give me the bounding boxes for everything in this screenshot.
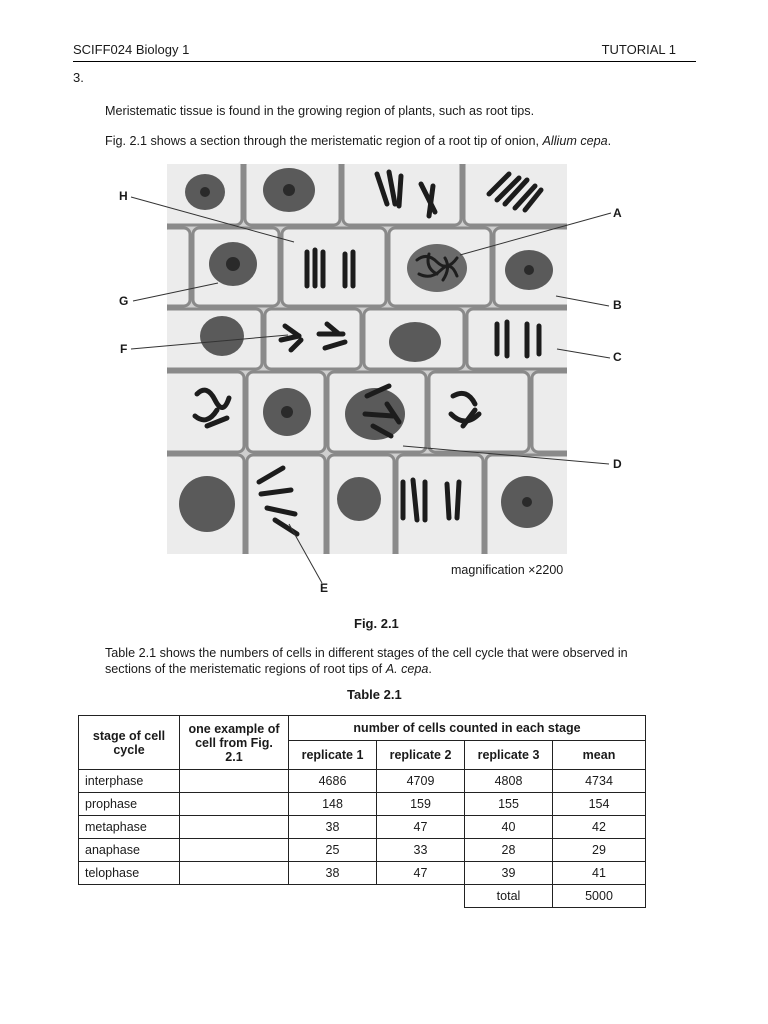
replicate-1-cell: 4686 (289, 770, 377, 793)
example-cell[interactable] (180, 839, 289, 862)
table-row (79, 770, 646, 793)
stage-cell: metaphase (79, 816, 180, 839)
replicate-1-cell: 38 (289, 816, 377, 839)
figure-label-b: B (613, 298, 622, 312)
intro-p2-suffix: . (607, 134, 612, 148)
table-row (79, 793, 646, 816)
replicate-3-cell: 28 (465, 839, 553, 862)
replicate-1-cell: 148 (289, 793, 377, 816)
root-tip-micrograph (167, 164, 567, 554)
figure-caption: Fig. 2.1 (354, 616, 399, 631)
mean-cell: 42 (553, 816, 646, 839)
stage-cell: anaphase (79, 839, 180, 862)
stage-cell: prophase (79, 793, 180, 816)
replicate-3-cell: 4808 (465, 770, 553, 793)
example-cell[interactable] (180, 793, 289, 816)
replicate-2-cell: 4709 (377, 770, 465, 793)
header-example: one example of cell from Fig. 2.1 (180, 716, 289, 770)
figure-label-a: A (613, 206, 622, 220)
replicate-1-cell: 25 (289, 839, 377, 862)
total-spacer (79, 885, 180, 908)
example-cell[interactable] (180, 770, 289, 793)
mean-cell: 154 (553, 793, 646, 816)
figure-label-c: C (613, 350, 622, 364)
header-count-group: number of cells counted in each stage (289, 716, 646, 741)
table-caption: Table 2.1 (347, 687, 402, 702)
total-value: 5000 (553, 885, 646, 908)
stage-cell: telophase (79, 862, 180, 885)
magnification-note: magnification ×2200 (451, 563, 564, 577)
header-tutorial: TUTORIAL 1 (601, 42, 676, 57)
replicate-2-cell: 47 (377, 862, 465, 885)
total-spacer (289, 885, 377, 908)
mean-cell: 29 (553, 839, 646, 862)
replicate-3-cell: 40 (465, 816, 553, 839)
header-replicate-3: replicate 3 (465, 741, 553, 770)
intro-paragraph-1: Meristematic tissue is found in the growing region of plants, such as root tips. (105, 104, 535, 118)
replicate-2-cell: 47 (377, 816, 465, 839)
total-label: total (465, 885, 553, 908)
mean-cell: 4734 (553, 770, 646, 793)
figure-label-d: D (613, 457, 622, 471)
replicate-3-cell: 39 (465, 862, 553, 885)
replicate-3-cell: 155 (465, 793, 553, 816)
table-intro-paragraph (105, 645, 675, 677)
example-cell[interactable] (180, 816, 289, 839)
species-abbrev: A. cepa (385, 662, 429, 676)
header-course-code: SCIFF024 Biology 1 (73, 42, 190, 57)
table-row (79, 862, 646, 885)
table-header-row (79, 716, 646, 741)
intro-paragraph-2 (105, 133, 675, 149)
mean-cell: 41 (553, 862, 646, 885)
figure-label-h: H (119, 189, 128, 203)
header-mean: mean (553, 741, 646, 770)
cell-count-table (78, 715, 646, 908)
table-row (79, 839, 646, 862)
question-number: 3. (73, 70, 84, 85)
header-replicate-1: replicate 1 (289, 741, 377, 770)
total-spacer (377, 885, 465, 908)
table-total-row (79, 885, 646, 908)
replicate-1-cell: 38 (289, 862, 377, 885)
replicate-2-cell: 33 (377, 839, 465, 862)
table-intro-suffix: . (428, 662, 432, 676)
header-stage: stage of cell cycle (79, 716, 180, 770)
intro-p2-text: Fig. 2.1 shows a section through the meristematic region of a root tip of onion, (105, 134, 543, 148)
figure-label-g: G (119, 294, 129, 308)
table-intro-text: Table 2.1 shows the numbers of cells in different stages of the cell cycle that were observed in sections of the meristematic regions of root tips of (105, 646, 628, 676)
figure-label-e: E (320, 581, 329, 595)
figure-label-f: F (120, 342, 128, 356)
header-divider (73, 61, 696, 62)
table-row (79, 816, 646, 839)
species-name: Allium cepa (542, 134, 608, 148)
stage-cell: interphase (79, 770, 180, 793)
example-cell[interactable] (180, 862, 289, 885)
total-spacer (180, 885, 289, 908)
replicate-2-cell: 159 (377, 793, 465, 816)
header-replicate-2: replicate 2 (377, 741, 465, 770)
